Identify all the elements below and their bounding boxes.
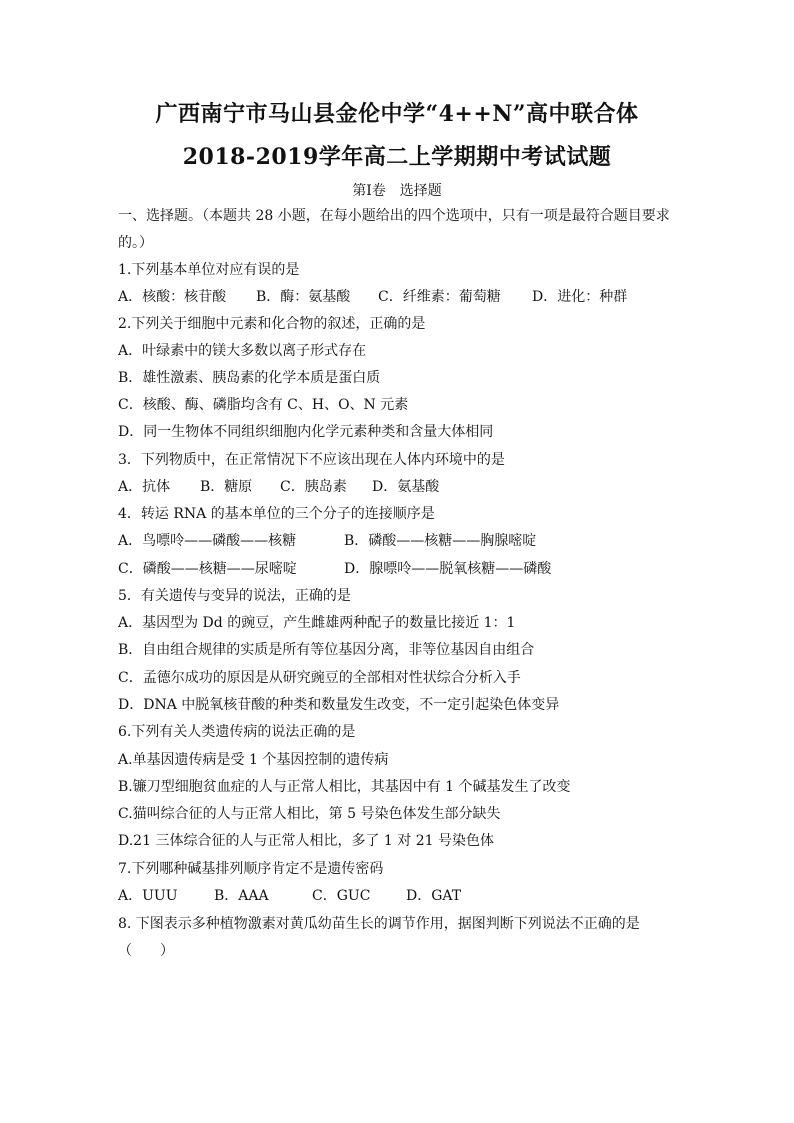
q1-option-d: D．进化：种群 (532, 289, 628, 305)
exam-title-line1: 广西南宁市马山县金伦中学“4++N”高中联合体 (155, 101, 639, 127)
q5-option-d: D．DNA 中脱氧核苷酸的种类和数量发生改变，不一定引起染色体变异 (118, 697, 560, 713)
q4-option-a: A．鸟嘌呤——磷酸——核糖 (118, 533, 297, 549)
q7-stem: 7.下列哪种碱基排列顺序肯定不是遗传密码 (118, 861, 384, 877)
q5-option-c: C．孟德尔成功的原因是从研究豌豆的全部相对性状综合分析入手 (118, 670, 521, 686)
instructions-line2: 的。） (118, 235, 153, 251)
q2-option-a: A．叶绿素中的镁大多数以离子形式存在 (118, 343, 367, 359)
q7-options (118, 887, 461, 905)
q3-option-b: B．糖原 (200, 479, 253, 495)
q2-option-b: B．雄性激素、胰岛素的化学本质是蛋白质 (118, 370, 381, 386)
q2-option-c: C．核酸、酶、磷脂均含有 C、H、O、N 元素 (118, 397, 409, 413)
q2-option-d: D．同一生物体不同组织细胞内化学元素种类和含量大体相同 (118, 424, 494, 440)
q3-stem: 3．下列物质中，在正常情况下不应该出现在人体内环境中的是 (118, 452, 505, 468)
q3-option-a: A．抗体 (118, 479, 171, 495)
q1-option-c: C．纤维素：葡萄糖 (378, 289, 501, 305)
q8-stem: 8. 下图表示多种植物激素对黄瓜幼苗生长的调节作用，据图判断下列说法不正确的是 (118, 916, 640, 932)
exam-title-line2: 2018-2019学年高二上学期期中考试试题 (182, 144, 612, 170)
q7-option-b: B．AAA (214, 888, 269, 904)
q4-stem: 4．转运 RNA 的基本单位的三个分子的连接顺序是 (118, 506, 435, 522)
q6-stem: 6.下列有关人类遗传病的说法正确的是 (118, 724, 356, 740)
q4-options-row1 (118, 532, 536, 550)
q6-option-b: B.镰刀型细胞贫血症的人与正常人相比，其基因中有 1 个碱基发生了改变 (118, 779, 571, 795)
q3-option-c: C．胰岛素 (280, 479, 347, 495)
q7-option-a: A．UUU (118, 888, 178, 904)
q3-option-d: D．氨基酸 (372, 479, 440, 495)
q5-option-a: A．基因型为 Dd 的豌豆，产生雌雄两种配子的数量比接近 1：1 (118, 615, 516, 631)
section-heading: 第Ⅰ卷 选择题 (352, 183, 442, 199)
q8-answer-blank: （ ） (118, 943, 174, 959)
q7-option-d: D．GAT (406, 888, 462, 904)
q6-option-c: C.猫叫综合征的人与正常人相比，第 5 号染色体发生部分缺失 (118, 806, 501, 822)
q1-option-a: A．核酸：核苷酸 (118, 289, 227, 305)
q1-options (118, 288, 627, 306)
q6-option-d: D.21 三体综合征的人与正常人相比，多了 1 对 21 号染色体 (118, 833, 494, 849)
q4-option-d: D．腺嘌呤——脱氧核糖——磷酸 (344, 561, 552, 577)
q3-options (118, 478, 439, 496)
q4-option-b: B．磷酸——核糖——胸腺嘧啶 (344, 533, 537, 549)
q2-stem: 2.下列关于细胞中元素和化合物的叙述，正确的是 (118, 316, 426, 332)
q4-option-c: C．磷酸——核糖——尿嘧啶 (118, 561, 297, 577)
q6-option-a: A.单基因遗传病是受 1 个基因控制的遗传病 (118, 752, 389, 768)
q7-option-c: C．GUC (312, 888, 371, 904)
q1-stem: 1.下列基本单位对应有误的是 (118, 262, 300, 278)
q5-stem: 5．有关遗传与变异的说法，正确的是 (118, 588, 351, 604)
q4-options-row2 (118, 560, 551, 578)
q5-option-b: B．自由组合规律的实质是所有等位基因分离，非等位基因自由组合 (118, 642, 535, 658)
q1-option-b: B．酶：氨基酸 (256, 289, 351, 305)
instructions-line1: 一、选择题。（本题共 28 小题，在每小题给出的四个选项中，只有一项是最符合题目要求 (118, 208, 670, 224)
